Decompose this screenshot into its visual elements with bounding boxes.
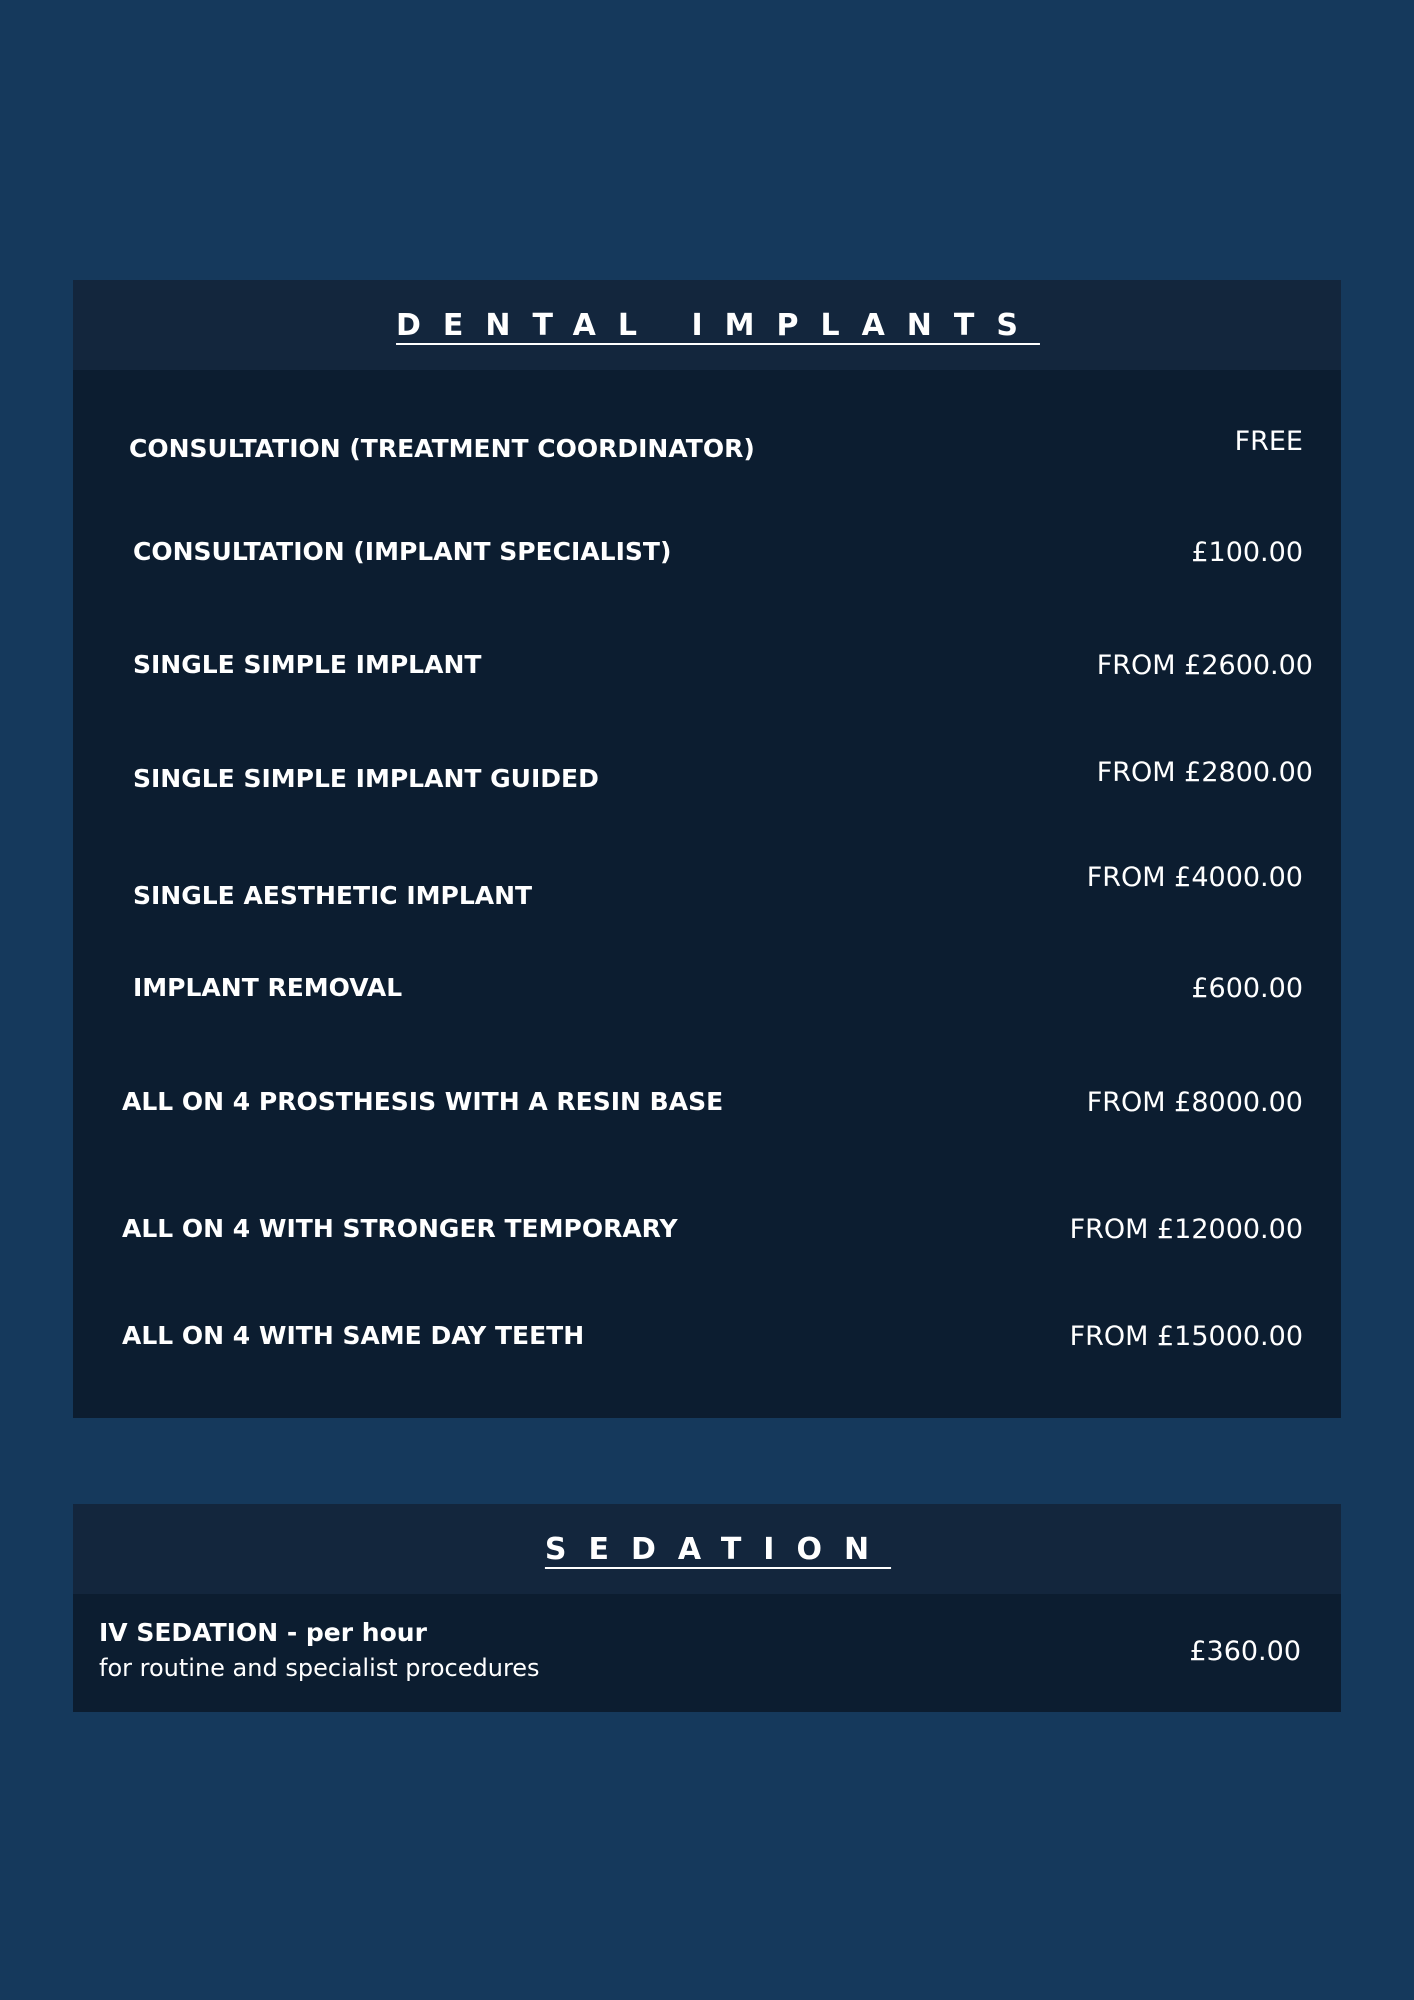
price-item-label: ALL ON 4 WITH SAME DAY TEETH [122, 1321, 585, 1350]
price-item-value: FROM £15000.00 [1069, 1321, 1303, 1352]
sedation-item-description: for routine and specialist procedures [99, 1654, 540, 1682]
price-item-label: SINGLE SIMPLE IMPLANT [133, 650, 482, 679]
price-item-value: FROM £12000.00 [1069, 1214, 1303, 1245]
price-item-value: FROM £2800.00 [1096, 757, 1313, 788]
price-item-label: ALL ON 4 PROSTHESIS WITH A RESIN BASE [122, 1087, 724, 1116]
price-item-value: FREE [1234, 426, 1303, 457]
price-item-value: FROM £2600.00 [1096, 650, 1313, 681]
price-item-label: CONSULTATION (IMPLANT SPECIALIST) [133, 537, 672, 566]
price-item-value: £600.00 [1191, 973, 1303, 1004]
sedation-item-price: £360.00 [1189, 1636, 1301, 1667]
price-item-label: SINGLE AESTHETIC IMPLANT [133, 881, 533, 910]
price-item-label: CONSULTATION (TREATMENT COORDINATOR) [129, 434, 755, 463]
dental-implants-header [73, 280, 1341, 370]
price-item-label: IMPLANT REMOVAL [133, 973, 403, 1002]
dental-implants-title: DENTAL IMPLANTS [396, 307, 1040, 343]
sedation-header [73, 1504, 1341, 1594]
sedation-panel [73, 1504, 1341, 1712]
sedation-item-label: IV SEDATION - per hour [99, 1618, 427, 1647]
price-item-value: FROM £4000.00 [1086, 862, 1303, 893]
sedation-title: SEDATION [544, 1531, 892, 1567]
price-item-value: FROM £8000.00 [1086, 1087, 1303, 1118]
dental-implants-panel [73, 280, 1341, 1418]
price-item-label: ALL ON 4 WITH STRONGER TEMPORARY [122, 1214, 678, 1243]
price-item-label: SINGLE SIMPLE IMPLANT GUIDED [133, 764, 599, 793]
price-item-value: £100.00 [1191, 537, 1303, 568]
